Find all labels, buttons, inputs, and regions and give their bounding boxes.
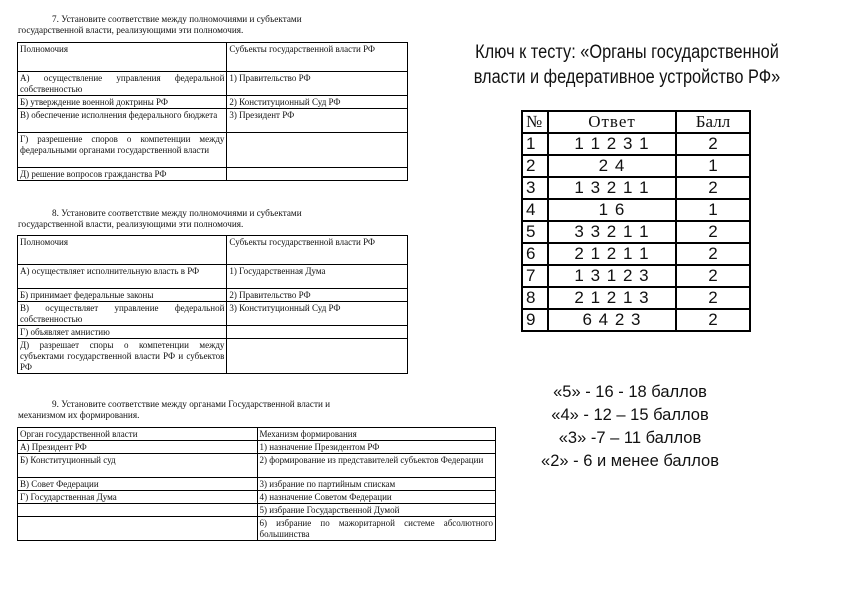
grade-5-line: «5» - 16 - 18 баллов (553, 383, 707, 401)
score-value: 2 (676, 221, 750, 243)
question-number: 2 (522, 155, 548, 177)
column-header-score: Балл (676, 111, 750, 133)
answer-key-title-line1: Ключ к тесту: «Органы государственной (475, 42, 779, 63)
table-cell: В) Совет Федерации (18, 478, 258, 491)
answer-key-table (521, 110, 751, 332)
grading-scale (520, 381, 740, 473)
table-cell (18, 517, 258, 541)
answer-key-row (522, 199, 750, 221)
column-header: Орган государственной власти (18, 428, 258, 441)
table-cell: 1) Правительство РФ (227, 72, 408, 96)
question-9-line1: 9. Установите соответствие между органами Государственной власти и (52, 399, 331, 409)
table-cell: Б) принимает федеральные законы (18, 289, 227, 302)
question-number: 3 (522, 177, 548, 199)
table-cell: Д) разрешает споры о компетенции между субъектами государственной власти РФ и субъектов РФ (18, 339, 227, 374)
table-row (18, 302, 408, 326)
answer-key-title (468, 40, 786, 90)
table-row (18, 168, 408, 181)
score-value: 2 (676, 309, 750, 331)
answer-value: 1 3 2 1 1 (548, 177, 676, 199)
grade-3-line: «3» -7 – 11 баллов (558, 429, 702, 447)
table-cell: Д) решение вопросов гражданства РФ (18, 168, 227, 181)
table-cell: 1) Государственная Дума (227, 265, 408, 289)
table-cell: Б) утверждение военной доктрины РФ (18, 96, 227, 109)
table-row (18, 441, 496, 454)
question-7-text (18, 14, 403, 36)
answer-value: 6 4 2 3 (548, 309, 676, 331)
table-row (18, 109, 408, 133)
question-number: 7 (522, 265, 548, 287)
question-8-line2: государственной власти, реализующими эти полномочия. (18, 219, 244, 229)
table-cell: 5) избрание Государственной Думой (257, 504, 496, 517)
table-cell: 3) Президент РФ (227, 109, 408, 133)
table-cell: А) осуществление управления федеральной собственностью (18, 72, 227, 96)
question-number: 9 (522, 309, 548, 331)
table-row (18, 265, 408, 289)
score-value: 2 (676, 265, 750, 287)
question-9-text (18, 399, 403, 421)
answer-key-row (522, 133, 750, 155)
table-header-row (18, 236, 408, 265)
question-7-table (17, 42, 408, 181)
score-value: 1 (676, 199, 750, 221)
score-value: 2 (676, 133, 750, 155)
question-9-line2: механизмом их формирования. (18, 410, 140, 420)
table-cell: 2) Конституционный Суд РФ (227, 96, 408, 109)
table-header-row (18, 428, 496, 441)
table-row (18, 133, 408, 168)
table-cell: В) обеспечение исполнения федерального бюджета (18, 109, 227, 133)
answer-value: 1 3 1 2 3 (548, 265, 676, 287)
question-9-table (17, 427, 496, 541)
score-value: 1 (676, 155, 750, 177)
table-row (18, 504, 496, 517)
table-row (18, 289, 408, 302)
answer-key-row (522, 155, 750, 177)
question-7-line1: 7. Установите соответствие между полномочиями и субъектами (52, 14, 302, 24)
column-header: Механизм формирования (257, 428, 496, 441)
answer-key-row (522, 309, 750, 331)
answer-key-row (522, 287, 750, 309)
table-row (18, 454, 496, 478)
table-cell (18, 504, 258, 517)
table-row (18, 96, 408, 109)
table-cell: 4) назначение Советом Федерации (257, 491, 496, 504)
table-row (18, 72, 408, 96)
column-header: Полномочия (18, 43, 227, 72)
column-header-answer: Ответ (548, 111, 676, 133)
table-cell: 3) Конституционный Суд РФ (227, 302, 408, 326)
table-cell: 2) формирование из представителей субъектов Федерации (257, 454, 496, 478)
question-number: 8 (522, 287, 548, 309)
table-row (18, 326, 408, 339)
answer-value: 2 1 2 1 1 (548, 243, 676, 265)
column-header-number: № (522, 111, 548, 133)
answer-key-title-line2: власти и федеративное устройство РФ» (473, 67, 781, 88)
table-row (18, 478, 496, 491)
answer-key-row (522, 265, 750, 287)
question-number: 4 (522, 199, 548, 221)
answer-key-row (522, 221, 750, 243)
column-header: Субъекты государственной власти РФ (227, 43, 408, 72)
answer-value: 2 4 (548, 155, 676, 177)
question-number: 1 (522, 133, 548, 155)
table-header-row (18, 43, 408, 72)
answer-key-header-row (522, 111, 750, 133)
question-8-table (17, 235, 408, 374)
column-header: Полномочия (18, 236, 227, 265)
table-row (18, 491, 496, 504)
score-value: 2 (676, 243, 750, 265)
answer-key-row (522, 177, 750, 199)
answer-value: 1 6 (548, 199, 676, 221)
table-row (18, 339, 408, 374)
grade-2-line: «2» - 6 и менее баллов (541, 452, 719, 470)
table-row (18, 517, 496, 541)
table-cell: Г) разрешение споров о компетенции между федеральными органами государственной власти (18, 133, 227, 168)
answer-value: 3 3 2 1 1 (548, 221, 676, 243)
score-value: 2 (676, 177, 750, 199)
table-cell: Б) Конституционный суд (18, 454, 258, 478)
table-cell: 6) избрание по мажоритарной системе абсолютного большинства (257, 517, 496, 541)
grade-4-line: «4» - 12 – 15 баллов (551, 406, 709, 424)
table-cell: В) осуществляет управление федеральной собственностью (18, 302, 227, 326)
question-number: 6 (522, 243, 548, 265)
question-8-text (18, 208, 403, 230)
question-7-line2: государственной власти, реализующими эти полномочия. (18, 25, 244, 35)
table-cell: Г) Государственная Дума (18, 491, 258, 504)
table-cell: 1) назначение Президентом РФ (257, 441, 496, 454)
table-cell (227, 326, 408, 339)
table-cell: 3) избрание по партийным спискам (257, 478, 496, 491)
table-cell: А) осуществляет исполнительную власть в РФ (18, 265, 227, 289)
answer-value: 2 1 2 1 3 (548, 287, 676, 309)
question-8-line1: 8. Установите соответствие между полномочиями и субъектами (52, 208, 302, 218)
question-number: 5 (522, 221, 548, 243)
answer-value: 1 1 2 3 1 (548, 133, 676, 155)
answer-key-row (522, 243, 750, 265)
table-cell: Г) объявляет амнистию (18, 326, 227, 339)
score-value: 2 (676, 287, 750, 309)
column-header: Субъекты государственной власти РФ (227, 236, 408, 265)
table-cell: А) Президент РФ (18, 441, 258, 454)
table-cell (227, 168, 408, 181)
table-cell (227, 339, 408, 374)
table-cell (227, 133, 408, 168)
table-cell: 2) Правительство РФ (227, 289, 408, 302)
